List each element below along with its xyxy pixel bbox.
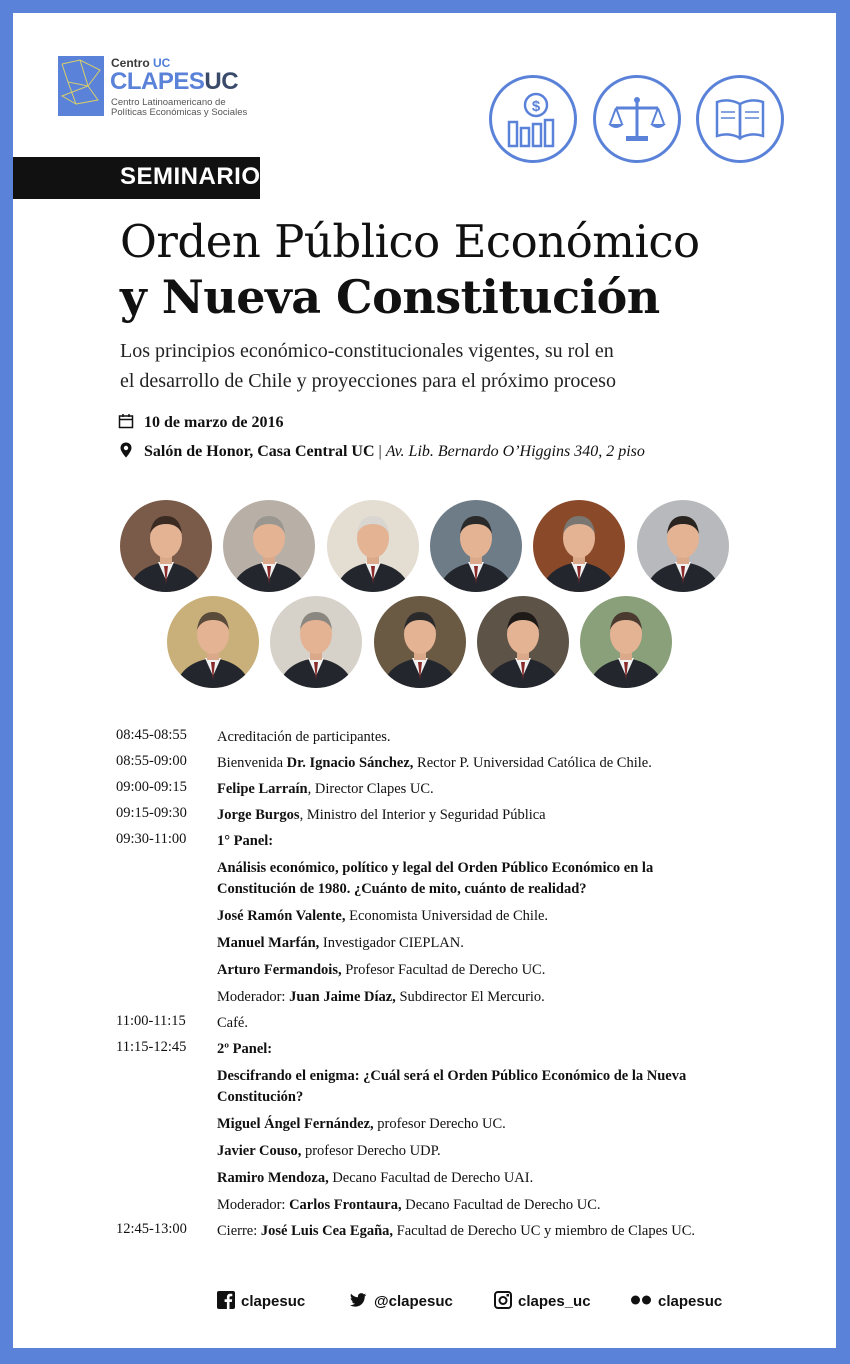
schedule-desc: Cierre: José Luis Cea Egaña, Facultad de Derecho UC y miembro de Clapes UC. <box>217 1223 696 1239</box>
title-line-1: Orden Público Económico <box>120 215 700 268</box>
schedule-time: 09:00-09:15 <box>116 779 187 795</box>
location-pin-icon <box>118 442 134 458</box>
speaker-photo <box>533 500 625 592</box>
instagram-icon <box>494 1291 512 1309</box>
instagram-handle[interactable]: clapes_uc <box>494 1291 591 1310</box>
schedule-time: 08:45-08:55 <box>116 727 187 743</box>
economy-chart-icon <box>489 75 577 163</box>
facebook-icon <box>217 1291 235 1309</box>
subtitle: Los principios económico-constitucionales vigentes, su rol en el desarrollo de Chile y proyecciones para el próximo proceso <box>120 340 616 392</box>
schedule-desc: 2º Panel: Descifrando el enigma: ¿Cuál será el Orden Público Económico de la Nueva Constitución? Miguel Ángel Fernández, profesor Derecho UC. Javier Couso, profesor Derecho UDP. Ramiro Mendoza, Decano Facultad de Derecho UAI. Moderador: Carlos Frontaura, Decano Facultad de Derecho UC. <box>217 1041 687 1213</box>
speaker-photo <box>223 500 315 592</box>
schedule-desc: Café. <box>217 1015 248 1031</box>
speaker-photo <box>327 500 419 592</box>
schedule-time: 11:15-12:45 <box>116 1039 187 1055</box>
schedule-time: 12:45-13:00 <box>116 1221 187 1237</box>
seminar-tag: SEMINARIO <box>13 157 260 199</box>
schedule-time: 11:00-11:15 <box>116 1013 186 1029</box>
schedule-desc: 1° Panel: Análisis económico, político y legal del Orden Público Económico en la Constitución de 1980. ¿Cuánto de mito, cuánto de realidad? José Ramón Valente, Economista Universidad de Chile. Manuel Marfán, Investigador CIEPLAN. Arturo Fermandois, Profesor Facultad de Derecho UC. Moderador: Juan Jaime Díaz, Subdirector El Mercurio. <box>217 833 654 1005</box>
schedule-desc: Bienvenida Dr. Ignacio Sánchez, Rector P. Universidad Católica de Chile. <box>217 755 652 771</box>
schedule-desc: Felipe Larraín, Director Clapes UC. <box>217 781 434 797</box>
calendar-icon <box>118 413 134 429</box>
speaker-photo <box>430 500 522 592</box>
speaker-photo <box>270 596 362 688</box>
schedule-desc: Acreditación de participantes. <box>217 729 391 745</box>
schedule-time: 09:15-09:30 <box>116 805 187 821</box>
speaker-photo <box>120 500 212 592</box>
speaker-photo <box>580 596 672 688</box>
logo-description: Centro Latinoamericano de Políticas Económicas y Sociales <box>111 97 248 118</box>
title-line-2: y Nueva Constitución <box>120 270 660 324</box>
logo-mark-icon <box>58 56 104 116</box>
logo-name: CLAPESUC <box>110 68 239 95</box>
logo-centro-text: Centro UC <box>111 56 171 70</box>
speaker-photo <box>477 596 569 688</box>
schedule-desc: Jorge Burgos, Ministro del Interior y Seguridad Pública <box>217 807 546 823</box>
facebook-handle[interactable]: clapesuc <box>217 1291 305 1310</box>
speaker-photo <box>374 596 466 688</box>
twitter-icon <box>348 1291 368 1309</box>
event-venue: Salón de Honor, Casa Central UC | Av. Lib. Bernardo O’Higgins 340, 2 piso <box>118 442 645 461</box>
schedule-time: 09:30-11:00 <box>116 831 187 847</box>
clapes-logo <box>58 56 288 126</box>
speaker-photo <box>637 500 729 592</box>
svg-text:$: $ <box>531 98 541 115</box>
twitter-handle[interactable]: @clapesuc <box>348 1291 453 1310</box>
flickr-handle[interactable]: clapesuc <box>630 1291 722 1310</box>
flickr-icon <box>630 1291 652 1309</box>
schedule-time: 08:55-09:00 <box>116 753 187 769</box>
event-date: 10 de marzo de 2016 <box>118 413 284 432</box>
speaker-photo <box>167 596 259 688</box>
flyer <box>13 13 836 1348</box>
open-book-icon <box>696 75 784 163</box>
scales-justice-icon <box>593 75 681 163</box>
